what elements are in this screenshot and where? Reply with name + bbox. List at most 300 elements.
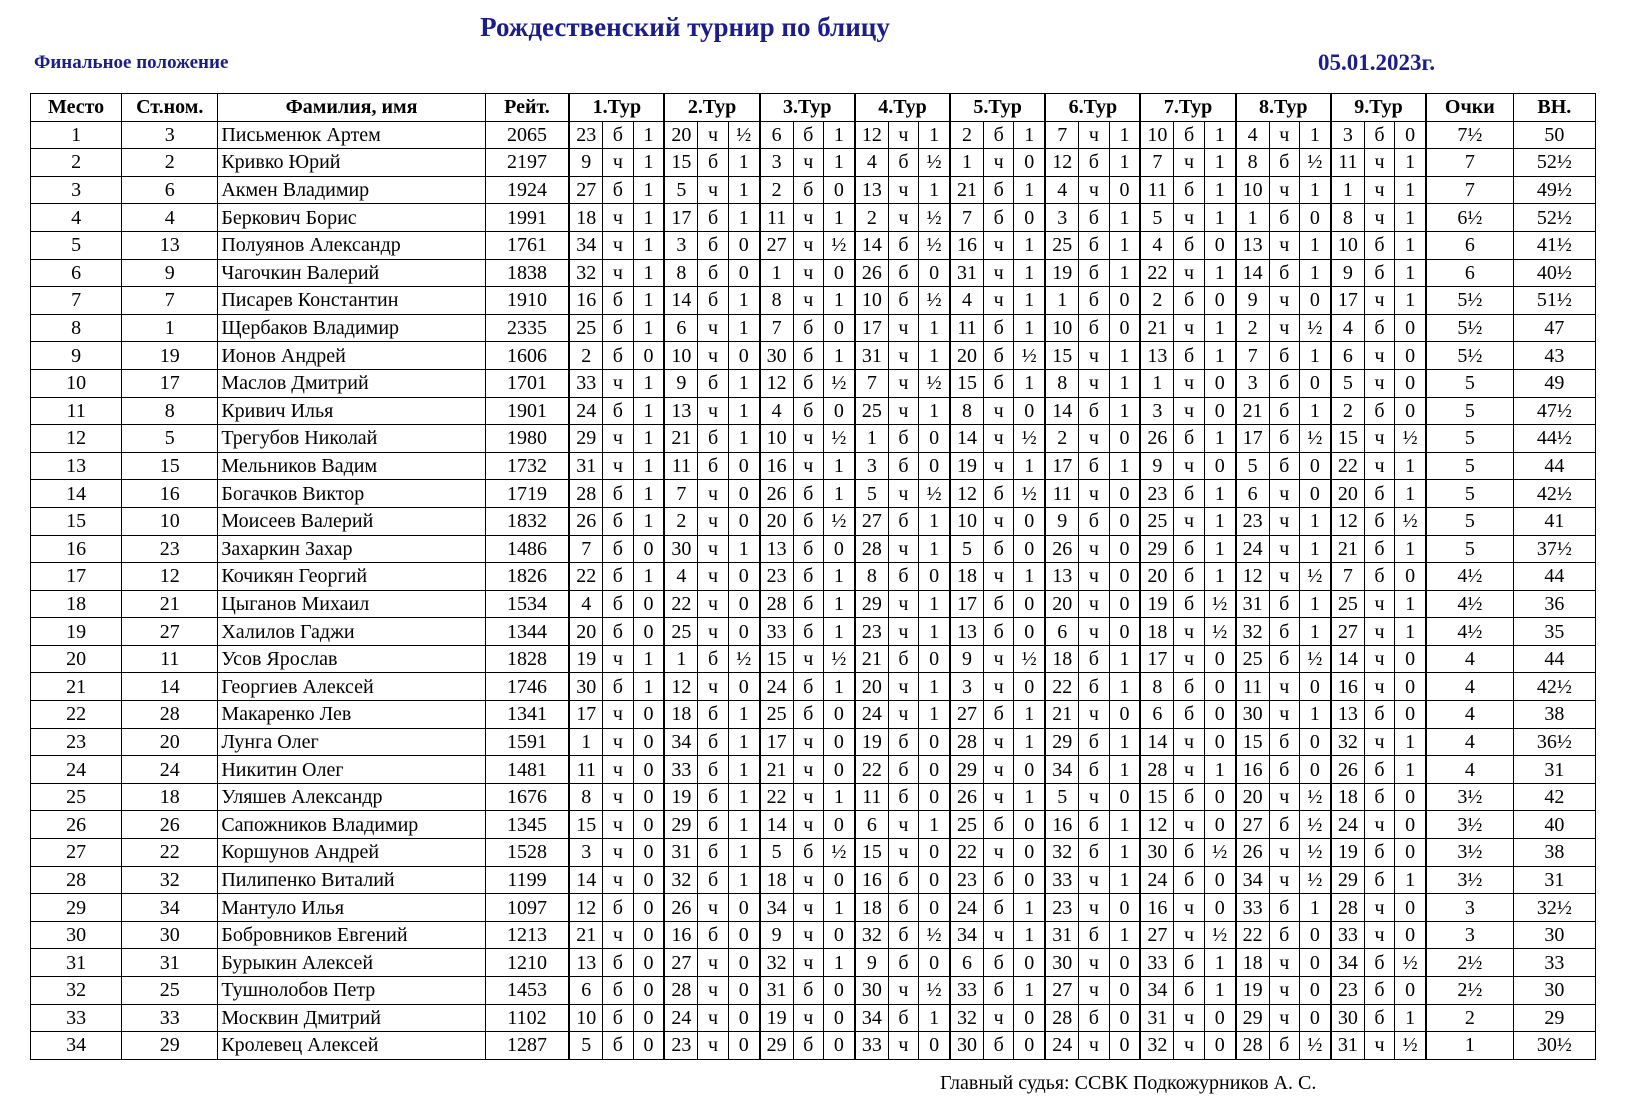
round-2-result-cell: 0 [728,590,759,618]
round-2-color-cell: б [698,866,728,894]
round-4-color-cell: б [888,921,918,949]
round-3-result-cell: 1 [823,480,854,508]
round-4-color-cell: б [888,259,918,287]
rating-cell: 1344 [485,618,569,646]
tiebreak-cell: 49 [1513,369,1595,397]
round-4-color-cell: ч [888,1032,918,1060]
round-6-result-cell: 0 [1109,618,1140,646]
round-8-opponent-cell: 18 [1236,949,1269,977]
round-6-result-cell: 1 [1109,673,1140,701]
round-2-color-cell: б [698,728,728,756]
table-row [31,149,1596,177]
round-4-result-cell: 1 [919,590,950,618]
place-cell: 16 [31,535,122,563]
round-5-opponent-cell: 21 [950,176,983,204]
round-3-result-cell: 1 [823,287,854,315]
round-1-opponent-cell: 12 [569,894,602,922]
round-5-opponent-cell: 34 [950,921,983,949]
round-4-result-cell: ½ [919,231,950,259]
round-9-result-cell: 0 [1395,977,1426,1005]
round-3-color-cell: б [793,701,823,729]
round-1-result-cell: 1 [633,397,664,425]
start-number-cell: 12 [122,563,218,591]
round-2-opponent-cell: 10 [664,342,697,370]
round-5-color-cell: б [983,480,1013,508]
round-3-opponent-cell: 4 [760,397,793,425]
table-row [31,204,1596,232]
round-6-result-cell: 1 [1109,645,1140,673]
round-3-opponent-cell: 26 [760,480,793,508]
round-7-opponent-cell: 27 [1140,921,1173,949]
round-7-opponent-cell: 5 [1140,204,1173,232]
round-3-opponent-cell: 28 [760,590,793,618]
round-7-result-cell: 0 [1204,645,1235,673]
round-2-opponent-cell: 14 [664,287,697,315]
round-1-opponent-cell: 15 [569,811,602,839]
round-3-color-cell: б [793,590,823,618]
round-2-result-cell: 0 [728,949,759,977]
round-4-color-cell: ч [888,176,918,204]
round-1-color-cell: б [603,176,633,204]
round-9-opponent-cell: 26 [1331,756,1364,784]
tiebreak-cell: 41½ [1513,231,1595,259]
round-1-opponent-cell: 14 [569,866,602,894]
round-4-opponent-cell: 5 [855,480,888,508]
round-8-opponent-cell: 34 [1236,866,1269,894]
header-round-3: 3.Тур [760,94,855,122]
round-1-color-cell: б [603,397,633,425]
round-8-opponent-cell: 29 [1236,1004,1269,1032]
start-number-cell: 6 [122,176,218,204]
round-2-opponent-cell: 34 [664,728,697,756]
round-7-color-cell: б [1174,342,1204,370]
points-cell: 1 [1426,1032,1513,1060]
table-row [31,287,1596,315]
round-1-color-cell: б [603,342,633,370]
round-8-result-cell: 1 [1299,507,1330,535]
round-9-color-cell: б [1364,314,1394,342]
round-1-opponent-cell: 4 [569,590,602,618]
round-3-opponent-cell: 14 [760,811,793,839]
round-2-color-cell: б [698,701,728,729]
start-number-cell: 16 [122,480,218,508]
round-4-result-cell: ½ [919,921,950,949]
round-6-opponent-cell: 30 [1045,949,1078,977]
round-9-result-cell: 0 [1395,894,1426,922]
round-5-result-cell: 1 [1014,894,1045,922]
round-2-color-cell: б [698,369,728,397]
round-2-opponent-cell: 3 [664,231,697,259]
tiebreak-cell: 35 [1513,618,1595,646]
round-1-opponent-cell: 33 [569,369,602,397]
round-4-result-cell: 1 [919,314,950,342]
place-cell: 13 [31,452,122,480]
round-1-color-cell: ч [603,452,633,480]
round-9-color-cell: б [1364,507,1394,535]
round-2-color-cell: ч [698,673,728,701]
round-8-color-cell: ч [1269,1004,1299,1032]
round-7-color-cell: б [1174,701,1204,729]
round-8-color-cell: б [1269,811,1299,839]
start-number-cell: 29 [122,1032,218,1060]
table-row [31,728,1596,756]
round-4-color-cell: б [888,563,918,591]
round-3-color-cell: ч [793,894,823,922]
round-7-color-cell: б [1174,590,1204,618]
tiebreak-cell: 36½ [1513,728,1595,756]
round-5-opponent-cell: 12 [950,480,983,508]
round-4-opponent-cell: 10 [855,287,888,315]
round-1-result-cell: 0 [633,977,664,1005]
start-number-cell: 13 [122,231,218,259]
round-1-color-cell: ч [603,756,633,784]
round-7-color-cell: б [1174,535,1204,563]
round-5-color-cell: ч [983,287,1013,315]
round-9-color-cell: б [1364,231,1394,259]
place-cell: 19 [31,618,122,646]
round-8-result-cell: 1 [1299,342,1330,370]
round-9-color-cell: ч [1364,149,1394,177]
round-6-color-cell: б [1079,921,1109,949]
start-number-cell: 7 [122,287,218,315]
points-cell: 7 [1426,149,1513,177]
round-5-color-cell: ч [983,728,1013,756]
round-2-opponent-cell: 7 [664,480,697,508]
round-1-opponent-cell: 32 [569,259,602,287]
header-round-9: 9.Тур [1331,94,1426,122]
place-cell: 34 [31,1032,122,1060]
round-5-color-cell: б [983,176,1013,204]
round-8-result-cell: ½ [1299,866,1330,894]
round-7-result-cell: ½ [1204,618,1235,646]
round-5-color-cell: б [983,866,1013,894]
round-3-result-cell: 0 [823,866,854,894]
round-9-opponent-cell: 2 [1331,397,1364,425]
rating-cell: 1097 [485,894,569,922]
round-2-opponent-cell: 29 [664,811,697,839]
round-7-color-cell: ч [1174,369,1204,397]
round-1-color-cell: б [603,314,633,342]
start-number-cell: 14 [122,673,218,701]
round-4-opponent-cell: 21 [855,645,888,673]
player-name-cell: Кролевец Алексей [218,1032,485,1060]
round-5-result-cell: 0 [1014,811,1045,839]
round-4-opponent-cell: 26 [855,259,888,287]
round-4-result-cell: 0 [919,645,950,673]
round-7-opponent-cell: 15 [1140,783,1173,811]
round-3-color-cell: б [793,563,823,591]
round-7-result-cell: 1 [1204,756,1235,784]
round-6-color-cell: б [1079,673,1109,701]
round-7-opponent-cell: 32 [1140,1032,1173,1060]
round-2-opponent-cell: 12 [664,673,697,701]
round-4-result-cell: ½ [919,977,950,1005]
round-2-result-cell: 0 [728,894,759,922]
round-5-color-cell: ч [983,645,1013,673]
round-3-color-cell: ч [793,287,823,315]
round-3-result-cell: 0 [823,1004,854,1032]
start-number-cell: 1 [122,314,218,342]
round-5-opponent-cell: 2 [950,121,983,149]
round-6-result-cell: 0 [1109,176,1140,204]
points-cell: 4½ [1426,563,1513,591]
table-row [31,397,1596,425]
round-1-result-cell: 1 [633,176,664,204]
round-5-opponent-cell: 14 [950,425,983,453]
round-3-result-cell: 1 [823,783,854,811]
round-6-opponent-cell: 32 [1045,839,1078,867]
place-cell: 10 [31,369,122,397]
round-9-result-cell: 0 [1395,839,1426,867]
table-row [31,1032,1596,1060]
round-5-color-cell: ч [983,425,1013,453]
round-2-opponent-cell: 2 [664,507,697,535]
round-5-color-cell: ч [983,149,1013,177]
player-name-cell: Уляшев Александр [218,783,485,811]
start-number-cell: 5 [122,425,218,453]
round-6-color-cell: б [1079,231,1109,259]
points-cell: 6 [1426,231,1513,259]
round-7-opponent-cell: 23 [1140,480,1173,508]
round-9-color-cell: б [1364,977,1394,1005]
round-7-color-cell: б [1174,949,1204,977]
round-2-result-cell: 1 [728,728,759,756]
round-9-color-cell: ч [1364,645,1394,673]
round-2-opponent-cell: 6 [664,314,697,342]
round-7-color-cell: ч [1174,921,1204,949]
round-3-opponent-cell: 5 [760,839,793,867]
player-name-cell: Усов Ярослав [218,645,485,673]
round-3-result-cell: 1 [823,894,854,922]
round-1-result-cell: 0 [633,839,664,867]
round-1-result-cell: 0 [633,728,664,756]
round-9-opponent-cell: 10 [1331,231,1364,259]
player-name-cell: Пилипенко Виталий [218,866,485,894]
header-round-7: 7.Тур [1140,94,1235,122]
round-7-color-cell: ч [1174,728,1204,756]
round-2-result-cell: 1 [728,425,759,453]
rating-cell: 1719 [485,480,569,508]
rating-cell: 1453 [485,977,569,1005]
round-4-opponent-cell: 4 [855,149,888,177]
round-3-opponent-cell: 34 [760,894,793,922]
round-9-result-cell: ½ [1395,949,1426,977]
round-9-opponent-cell: 31 [1331,1032,1364,1060]
points-cell: 3½ [1426,783,1513,811]
round-9-opponent-cell: 29 [1331,866,1364,894]
rating-cell: 1528 [485,839,569,867]
round-9-color-cell: б [1364,839,1394,867]
round-3-opponent-cell: 15 [760,645,793,673]
table-row [31,342,1596,370]
player-name-cell: Халилов Гаджи [218,618,485,646]
round-1-result-cell: 0 [633,866,664,894]
round-4-color-cell: ч [888,673,918,701]
round-5-opponent-cell: 26 [950,783,983,811]
round-8-color-cell: б [1269,756,1299,784]
round-5-color-cell: б [983,977,1013,1005]
place-cell: 5 [31,231,122,259]
round-9-color-cell: ч [1364,590,1394,618]
round-2-result-cell: 1 [728,397,759,425]
round-4-result-cell: 0 [919,728,950,756]
round-2-result-cell: 1 [728,866,759,894]
round-8-color-cell: б [1269,452,1299,480]
table-row [31,121,1596,149]
round-2-opponent-cell: 24 [664,1004,697,1032]
round-7-color-cell: ч [1174,1032,1204,1060]
round-2-result-cell: 0 [728,1032,759,1060]
round-5-opponent-cell: 29 [950,756,983,784]
round-5-color-cell: б [983,369,1013,397]
round-1-result-cell: 0 [633,535,664,563]
round-2-opponent-cell: 22 [664,590,697,618]
round-6-result-cell: 0 [1109,894,1140,922]
round-9-opponent-cell: 25 [1331,590,1364,618]
round-3-result-cell: ½ [823,507,854,535]
round-4-color-cell: ч [888,535,918,563]
round-3-opponent-cell: 12 [760,369,793,397]
points-cell: 3½ [1426,811,1513,839]
round-7-color-cell: ч [1174,204,1204,232]
round-3-result-cell: 0 [823,811,854,839]
player-name-cell: Письменюк Артем [218,121,485,149]
tiebreak-cell: 42½ [1513,673,1595,701]
round-9-result-cell: 0 [1395,563,1426,591]
player-name-cell: Трегубов Николай [218,425,485,453]
round-4-result-cell: 0 [919,866,950,894]
round-3-opponent-cell: 18 [760,866,793,894]
tiebreak-cell: 29 [1513,1004,1595,1032]
round-2-opponent-cell: 33 [664,756,697,784]
round-1-opponent-cell: 16 [569,287,602,315]
header-round-5: 5.Тур [950,94,1045,122]
round-1-color-cell: ч [603,369,633,397]
round-4-result-cell: ½ [919,149,950,177]
round-7-color-cell: ч [1174,645,1204,673]
round-4-opponent-cell: 15 [855,839,888,867]
round-6-opponent-cell: 10 [1045,314,1078,342]
round-4-opponent-cell: 20 [855,673,888,701]
round-5-opponent-cell: 10 [950,507,983,535]
round-4-result-cell: 0 [919,949,950,977]
round-2-opponent-cell: 15 [664,149,697,177]
round-7-color-cell: б [1174,673,1204,701]
round-7-result-cell: 1 [1204,535,1235,563]
round-2-result-cell: ½ [728,645,759,673]
table-row [31,949,1596,977]
round-4-color-cell: б [888,783,918,811]
round-5-color-cell: ч [983,452,1013,480]
player-name-cell: Акмен Владимир [218,176,485,204]
round-6-color-cell: ч [1079,701,1109,729]
round-8-opponent-cell: 23 [1236,507,1269,535]
round-6-opponent-cell: 5 [1045,783,1078,811]
round-6-opponent-cell: 28 [1045,1004,1078,1032]
round-7-result-cell: 1 [1204,314,1235,342]
round-7-result-cell: 1 [1204,121,1235,149]
rating-cell: 1991 [485,204,569,232]
round-7-color-cell: ч [1174,507,1204,535]
place-cell: 4 [31,204,122,232]
round-7-color-cell: б [1174,231,1204,259]
start-number-cell: 26 [122,811,218,839]
round-4-color-cell: ч [888,369,918,397]
round-5-color-cell: б [983,618,1013,646]
round-9-opponent-cell: 17 [1331,287,1364,315]
round-9-color-cell: б [1364,121,1394,149]
round-2-result-cell: 1 [728,756,759,784]
round-5-opponent-cell: 19 [950,452,983,480]
round-1-result-cell: 0 [633,811,664,839]
round-2-color-cell: б [698,839,728,867]
page-title: Рождественский турнир по блицу [480,12,890,42]
rating-cell: 1980 [485,425,569,453]
start-number-cell: 33 [122,1004,218,1032]
round-9-result-cell: 1 [1395,176,1426,204]
round-9-color-cell: ч [1364,618,1394,646]
round-6-opponent-cell: 16 [1045,811,1078,839]
round-6-result-cell: 1 [1109,866,1140,894]
round-7-opponent-cell: 22 [1140,259,1173,287]
round-1-result-cell: 0 [633,1004,664,1032]
tiebreak-cell: 40½ [1513,259,1595,287]
round-9-color-cell: ч [1364,176,1394,204]
round-7-color-cell: б [1174,839,1204,867]
round-6-opponent-cell: 21 [1045,701,1078,729]
round-4-result-cell: ½ [919,287,950,315]
round-8-opponent-cell: 3 [1236,369,1269,397]
round-8-result-cell: ½ [1299,149,1330,177]
round-9-result-cell: ½ [1395,507,1426,535]
round-8-color-cell: ч [1269,977,1299,1005]
player-name-cell: Кривич Илья [218,397,485,425]
round-6-result-cell: 1 [1109,342,1140,370]
table-row [31,921,1596,949]
round-8-color-cell: б [1269,149,1299,177]
round-8-color-cell: ч [1269,507,1299,535]
round-8-result-cell: 0 [1299,287,1330,315]
round-7-opponent-cell: 13 [1140,342,1173,370]
round-8-result-cell: ½ [1299,1032,1330,1060]
round-4-color-cell: ч [888,811,918,839]
round-2-opponent-cell: 23 [664,1032,697,1060]
round-7-opponent-cell: 6 [1140,701,1173,729]
round-8-opponent-cell: 10 [1236,176,1269,204]
round-7-result-cell: 1 [1204,259,1235,287]
round-9-result-cell: 0 [1395,783,1426,811]
round-9-color-cell: ч [1364,369,1394,397]
round-7-opponent-cell: 11 [1140,176,1173,204]
player-name-cell: Бобровников Евгений [218,921,485,949]
round-6-opponent-cell: 23 [1045,894,1078,922]
round-3-result-cell: ½ [823,839,854,867]
start-number-cell: 24 [122,756,218,784]
round-9-color-cell: б [1364,866,1394,894]
place-cell: 20 [31,645,122,673]
tiebreak-cell: 52½ [1513,204,1595,232]
round-2-color-cell: ч [698,563,728,591]
round-7-opponent-cell: 28 [1140,756,1173,784]
round-8-result-cell: ½ [1299,783,1330,811]
round-3-color-cell: ч [793,756,823,784]
round-3-color-cell: ч [793,231,823,259]
start-number-cell: 10 [122,507,218,535]
round-4-result-cell: 1 [919,1004,950,1032]
header-rating: Рейт. [485,94,569,122]
round-8-opponent-cell: 33 [1236,894,1269,922]
rating-cell: 1826 [485,563,569,591]
